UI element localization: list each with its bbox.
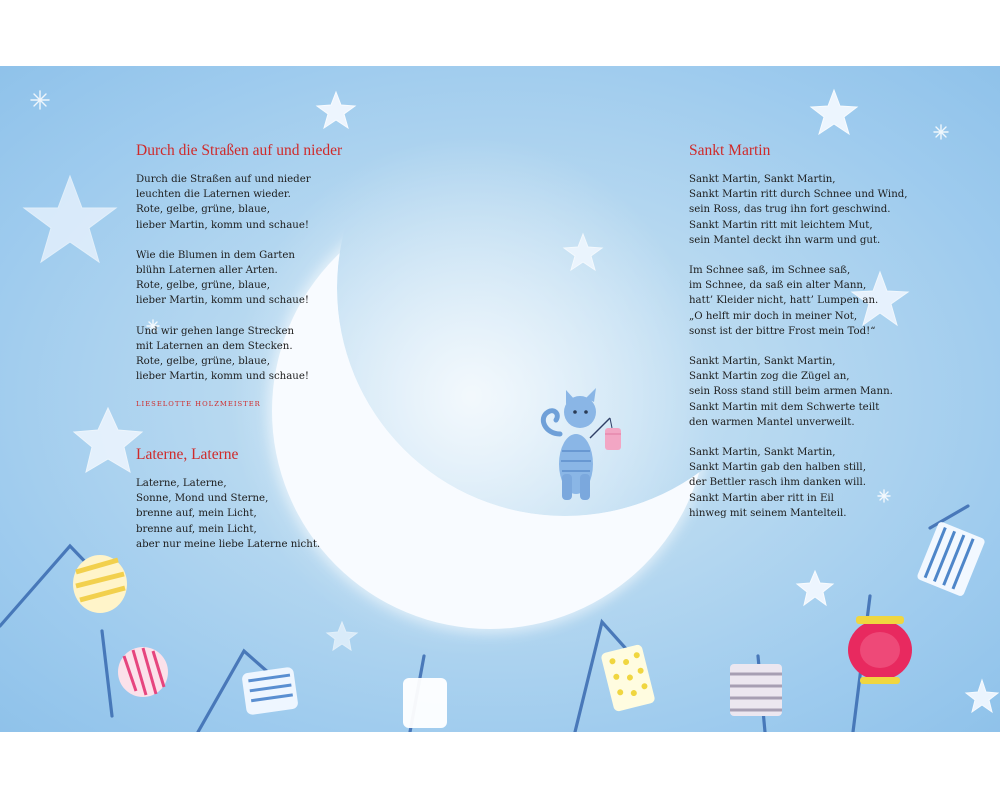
poem-sankt-martin bbox=[689, 142, 919, 536]
verse-line: Durch die Straßen auf und nieder bbox=[136, 174, 311, 185]
lantern-icon bbox=[241, 667, 298, 716]
stanza bbox=[689, 172, 919, 248]
star-icon bbox=[797, 571, 833, 605]
verse-line: Sankt Martin aber ritt in Eil bbox=[689, 492, 834, 504]
poem-title: Durch die Straßen auf und nieder bbox=[136, 142, 343, 159]
verse-line: sein Ross, das trug ihn fort geschwind. bbox=[689, 204, 891, 216]
lantern-icon bbox=[730, 664, 782, 716]
lantern-icon bbox=[916, 521, 986, 597]
verse-line: brenne auf, mein Licht, bbox=[136, 508, 257, 520]
verse-line: Sankt Martin, Sankt Martin, bbox=[689, 447, 836, 459]
snowflake-icon bbox=[934, 125, 948, 139]
star-icon bbox=[24, 176, 116, 262]
star-icon bbox=[327, 622, 357, 650]
lantern-icon bbox=[118, 647, 168, 697]
lantern-icon bbox=[600, 644, 655, 712]
verse-line: Sankt Martin, Sankt Martin, bbox=[689, 356, 836, 368]
star-icon bbox=[74, 408, 142, 472]
verse-line: Im Schnee saß, im Schnee saß, bbox=[689, 265, 851, 277]
snowflake-icon bbox=[31, 91, 49, 109]
stanza bbox=[689, 263, 919, 339]
verse-line: im Schnee, da saß ein alter Mann, bbox=[689, 280, 867, 292]
verse-line: sonst ist der bittre Frost mein Tod!“ bbox=[689, 325, 876, 337]
verse-line: blühn Laternen aller Arten. bbox=[136, 265, 278, 277]
verse-line: Laterne, Laterne, bbox=[136, 478, 227, 489]
verse-line: sein Ross stand still beim armen Mann. bbox=[689, 386, 893, 398]
lantern-icon bbox=[605, 428, 621, 450]
verse-line: aber nur meine liebe Laterne nicht. bbox=[136, 538, 321, 550]
verse-line: Rote, gelbe, grüne, blaue, bbox=[136, 204, 270, 216]
verse-line: lieber Martin, komm und schaue! bbox=[136, 295, 309, 307]
verse-line: Und wir gehen lange Strecken bbox=[136, 325, 295, 337]
poem-title: Sankt Martin bbox=[689, 142, 771, 159]
verse-line: Sankt Martin, Sankt Martin, bbox=[689, 174, 836, 185]
lantern-icon bbox=[73, 555, 127, 613]
verse-line: Sankt Martin zog die Zügel an, bbox=[689, 371, 850, 383]
verse-line: den warmen Mantel unverweilt. bbox=[689, 416, 855, 428]
lantern-icon bbox=[848, 616, 912, 684]
poem-title: Laterne, Laterne bbox=[136, 446, 239, 463]
verse-line: Sankt Martin ritt mit leichtem Mut, bbox=[689, 219, 873, 231]
star-icon bbox=[811, 90, 857, 134]
verse-line: hinweg mit seinem Mantelteil. bbox=[689, 507, 847, 519]
verse-line: sein Mantel deckt ihn warm und gut. bbox=[689, 234, 881, 246]
verse-line: brenne auf, mein Licht, bbox=[136, 523, 257, 535]
verse-line: Sankt Martin gab den halben still, bbox=[689, 462, 866, 474]
star-icon bbox=[317, 92, 355, 128]
verse-line: der Bettler rasch ihm danken will. bbox=[689, 477, 867, 489]
poem-author: LIESELOTTE HOLZMEISTER bbox=[136, 400, 261, 409]
poem-durch-die-strassen bbox=[136, 142, 386, 413]
stanza bbox=[136, 476, 386, 552]
verse-line: Rote, gelbe, grüne, blaue, bbox=[136, 356, 270, 368]
verse-line: Wie die Blumen in dem Garten bbox=[136, 249, 295, 261]
verse-line: Rote, gelbe, grüne, blaue, bbox=[136, 280, 270, 292]
stanza bbox=[689, 354, 919, 430]
star-icon bbox=[966, 680, 998, 712]
lantern-icon bbox=[403, 678, 447, 728]
book-spread bbox=[0, 66, 1000, 732]
verse-line: Sankt Martin mit dem Schwerte teilt bbox=[689, 401, 880, 413]
verse-line: Sankt Martin ritt durch Schnee und Wind, bbox=[689, 189, 908, 201]
verse-line: Sonne, Mond und Sterne, bbox=[136, 493, 269, 505]
stanza bbox=[136, 324, 386, 385]
stanza bbox=[136, 248, 386, 309]
stanza bbox=[689, 445, 919, 521]
verse-line: „O helft mir doch in meiner Not, bbox=[689, 310, 858, 322]
verse-line: lieber Martin, komm und schaue! bbox=[136, 219, 309, 231]
verse-line: mit Laternen an dem Stecken. bbox=[136, 340, 293, 352]
stanza bbox=[136, 172, 386, 233]
verse-line: leuchten die Laternen wieder. bbox=[136, 189, 291, 201]
poem-laterne-laterne bbox=[136, 446, 386, 567]
verse-line: hatt’ Kleider nicht, hatt’ Lumpen an. bbox=[689, 295, 879, 307]
verse-line: lieber Martin, komm und schaue! bbox=[136, 371, 309, 383]
